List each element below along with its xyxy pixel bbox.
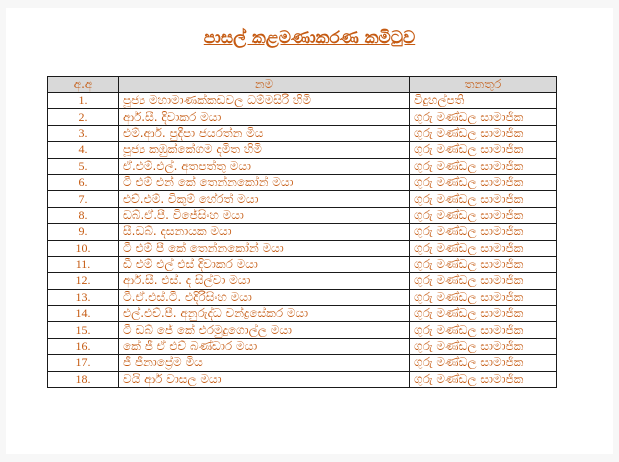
member-name-cell: ඩබ්.ඒ.පී. විජේසිංහ මයා <box>119 207 410 223</box>
table-row <box>48 306 557 322</box>
member-position-cell: ගුරු මණ්ඩල සාමාජික <box>410 306 557 322</box>
member-position-cell: විදුහල්පති <box>410 93 557 109</box>
member-name-cell: ජී ජීනාප්‍රේම මිය <box>119 355 410 371</box>
row-number-cell: 5. <box>48 158 119 174</box>
table-row <box>48 109 557 125</box>
row-number-cell: 18. <box>48 371 119 387</box>
member-name-cell: ආර්.සී. දිවාකර මයා <box>119 109 410 125</box>
member-position-cell: ගුරු මණ්ඩල සාමාජික <box>410 371 557 387</box>
member-name-cell: පූජ්‍ය මහාමාණක්කඩවල ධම්මසිරි හිමි <box>119 93 410 109</box>
row-number-cell: 4. <box>48 142 119 158</box>
table-row <box>48 273 557 289</box>
row-number-cell: 10. <box>48 240 119 256</box>
member-position-cell: ගුරු මණ්ඩල සාමාජික <box>410 273 557 289</box>
member-position-cell: ගුරු මණ්ඩල සාමාජික <box>410 158 557 174</box>
member-name-cell: එච්.එම්. චිකුම් හේරත් මයා <box>119 191 410 207</box>
member-position-cell: ගුරු මණ්ඩල සාමාජික <box>410 174 557 190</box>
member-name-cell: ඒ.එම්.එල්. අතපත්තු මයා <box>119 158 410 174</box>
page-title: පාසල් කළමණාකරණ කමිටුව <box>203 28 416 48</box>
table-row <box>48 207 557 223</box>
committee-table <box>47 76 557 388</box>
member-name-cell: ටී එම් පී කේ තෙන්නකෝන් මයා <box>119 240 410 256</box>
row-number-cell: 14. <box>48 306 119 322</box>
row-number-cell: 9. <box>48 224 119 240</box>
row-number-cell: 12. <box>48 273 119 289</box>
table-row <box>48 224 557 240</box>
row-number-cell: 6. <box>48 174 119 190</box>
member-name-cell: ඩී එම් එල් එස් දිවාකර මයා <box>119 256 410 272</box>
table-row <box>48 256 557 272</box>
member-position-cell: ගුරු මණ්ඩල සාමාජික <box>410 224 557 240</box>
row-number-cell: 3. <box>48 125 119 141</box>
member-name-cell: වයි ආර් වාසල මයා <box>119 371 410 387</box>
row-number-cell: 16. <box>48 338 119 354</box>
table-row <box>48 322 557 338</box>
row-number-cell: 2. <box>48 109 119 125</box>
row-number-cell: 1. <box>48 93 119 109</box>
table-row <box>48 338 557 354</box>
member-position-cell: ගුරු මණ්ඩල සාමාජික <box>410 338 557 354</box>
member-name-cell: කේ ජී ඒ එච් බණ්ඩාර මයා <box>119 338 410 354</box>
row-number-cell: 7. <box>48 191 119 207</box>
member-position-cell: ගුරු මණ්ඩල සාමාජික <box>410 289 557 305</box>
row-number-cell: 11. <box>48 256 119 272</box>
member-position-cell: ගුරු මණ්ඩල සාමාජික <box>410 142 557 158</box>
member-position-cell: ගුරු මණ්ඩල සාමාජික <box>410 207 557 223</box>
column-header-position: තනතුර <box>410 77 557 93</box>
table-row <box>48 142 557 158</box>
member-name-cell: පූජ්‍ය කඹුක්කේගම දමිත හිමි <box>119 142 410 158</box>
member-position-cell: ගුරු මණ්ඩල සාමාජික <box>410 355 557 371</box>
table-row <box>48 240 557 256</box>
row-number-cell: 15. <box>48 322 119 338</box>
row-number-cell: 8. <box>48 207 119 223</box>
member-name-cell: ටී.ඒ.එස්.ටී. එදිරිසිංහ මයා <box>119 289 410 305</box>
row-number-cell: 13. <box>48 289 119 305</box>
member-position-cell: ගුරු මණ්ඩල සාමාජික <box>410 240 557 256</box>
row-number-cell: 17. <box>48 355 119 371</box>
table-row <box>48 289 557 305</box>
column-header-name: නම <box>119 77 410 93</box>
table-header-row <box>48 77 557 93</box>
member-position-cell: ගුරු මණ්ඩල සාමාජික <box>410 125 557 141</box>
member-position-cell: ගුරු මණ්ඩල සාමාජික <box>410 256 557 272</box>
column-header-number: අ.අ <box>48 77 119 93</box>
member-name-cell: එල්.එච්.පී. අනුරුද්ධ චන්ද්‍රසේකර මයා <box>119 306 410 322</box>
member-name-cell: ටී එම් එන් කේ තෙන්නකෝන් මයා <box>119 174 410 190</box>
table-row <box>48 371 557 387</box>
member-name-cell: සී.ඩබ්. දසනායක මයා <box>119 224 410 240</box>
member-position-cell: ගුරු මණ්ඩල සාමාජික <box>410 109 557 125</box>
table-row <box>48 355 557 371</box>
table-row <box>48 93 557 109</box>
member-position-cell: ගුරු මණ්ඩල සාමාජික <box>410 191 557 207</box>
table-row <box>48 191 557 207</box>
member-name-cell: ආර්.සී. එස්. ද සිල්වා මයා <box>119 273 410 289</box>
member-name-cell: එම්.ආර්. පුදීපා ජයරත්න මිය <box>119 125 410 141</box>
table-row <box>48 174 557 190</box>
member-position-cell: ගුරු මණ්ඩල සාමාජික <box>410 322 557 338</box>
member-name-cell: ටී ඩබ් ජේ කේ එරමුදුගොල්ල මයා <box>119 322 410 338</box>
table-row <box>48 158 557 174</box>
table-row <box>48 125 557 141</box>
